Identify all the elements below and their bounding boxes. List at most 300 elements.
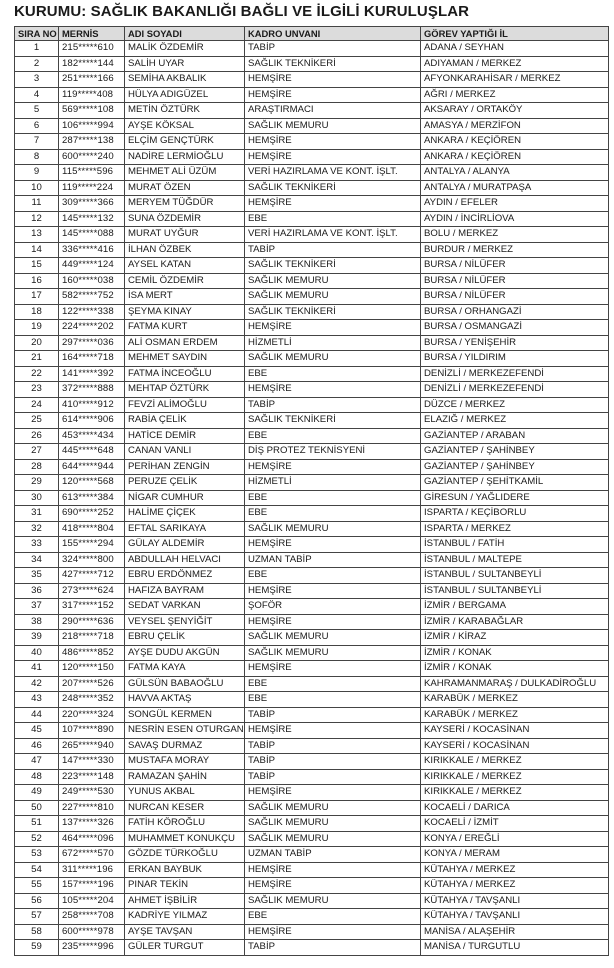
table-row xyxy=(15,847,609,863)
cell-kadro-unvani: VERİ HAZIRLAMA VE KONT. İŞLT. xyxy=(245,165,421,181)
cell-gorev-il: GAZİANTEP / ARABAN xyxy=(421,428,609,444)
cell-kadro-unvani: HEMŞİRE xyxy=(245,72,421,88)
cell-adi-soyadi: EFTAL SARIKAYA xyxy=(125,521,245,537)
cell-adi-soyadi: AHMET İŞBİLİR xyxy=(125,893,245,909)
cell-sira-no: 15 xyxy=(15,258,59,274)
cell-gorev-il: ADANA / SEYHAN xyxy=(421,41,609,57)
cell-gorev-il: ELAZIĞ / MERKEZ xyxy=(421,413,609,429)
cell-gorev-il: ANTALYA / ALANYA xyxy=(421,165,609,181)
cell-sira-no: 42 xyxy=(15,676,59,692)
cell-mernis: 120*****150 xyxy=(59,661,125,677)
cell-kadro-unvani: EBE xyxy=(245,506,421,522)
table-row xyxy=(15,397,609,413)
cell-sira-no: 33 xyxy=(15,537,59,553)
cell-gorev-il: İSTANBUL / SULTANBEYLİ xyxy=(421,568,609,584)
table-row xyxy=(15,304,609,320)
cell-sira-no: 21 xyxy=(15,351,59,367)
cell-adi-soyadi: CEMİL ÖZDEMİR xyxy=(125,273,245,289)
cell-gorev-il: KÜTAHYA / TAVŞANLI xyxy=(421,893,609,909)
cell-mernis: 248*****352 xyxy=(59,692,125,708)
cell-adi-soyadi: MEHMET ALİ ÜZÜM xyxy=(125,165,245,181)
col-header-gorev-il: GÖREV YAPTIĞI İL xyxy=(421,27,609,41)
cell-gorev-il: ANTALYA / MURATPAŞA xyxy=(421,180,609,196)
table-row xyxy=(15,692,609,708)
cell-kadro-unvani: HEMŞİRE xyxy=(245,537,421,553)
cell-mernis: 251*****166 xyxy=(59,72,125,88)
cell-mernis: 145*****088 xyxy=(59,227,125,243)
cell-gorev-il: KÜTAHYA / TAVŞANLI xyxy=(421,909,609,925)
cell-kadro-unvani: ARAŞTIRMACI xyxy=(245,103,421,119)
cell-kadro-unvani: EBE xyxy=(245,428,421,444)
cell-sira-no: 40 xyxy=(15,645,59,661)
table-row xyxy=(15,428,609,444)
cell-mernis: 220*****324 xyxy=(59,707,125,723)
table-row xyxy=(15,289,609,305)
cell-kadro-unvani: SAĞLIK TEKNİKERİ xyxy=(245,56,421,72)
table-row xyxy=(15,242,609,258)
cell-gorev-il: ADIYAMAN / MERKEZ xyxy=(421,56,609,72)
table-row xyxy=(15,754,609,770)
cell-sira-no: 18 xyxy=(15,304,59,320)
cell-mernis: 215*****610 xyxy=(59,41,125,57)
cell-mernis: 120*****568 xyxy=(59,475,125,491)
cell-sira-no: 50 xyxy=(15,800,59,816)
cell-mernis: 582*****752 xyxy=(59,289,125,305)
cell-mernis: 258*****708 xyxy=(59,909,125,925)
cell-adi-soyadi: METİN ÖZTÜRK xyxy=(125,103,245,119)
cell-mernis: 105*****204 xyxy=(59,893,125,909)
cell-mernis: 418*****804 xyxy=(59,521,125,537)
cell-mernis: 449*****124 xyxy=(59,258,125,274)
cell-sira-no: 12 xyxy=(15,211,59,227)
table-row xyxy=(15,723,609,739)
cell-sira-no: 39 xyxy=(15,630,59,646)
cell-kadro-unvani: SAĞLIK TEKNİKERİ xyxy=(245,258,421,274)
cell-sira-no: 51 xyxy=(15,816,59,832)
cell-adi-soyadi: NADİRE LERMİOĞLU xyxy=(125,149,245,165)
cell-adi-soyadi: MURAT ÖZEN xyxy=(125,180,245,196)
cell-gorev-il: AYDIN / EFELER xyxy=(421,196,609,212)
table-row xyxy=(15,165,609,181)
cell-sira-no: 36 xyxy=(15,583,59,599)
cell-mernis: 317*****152 xyxy=(59,599,125,615)
cell-adi-soyadi: MERYEM TÜĞDÜR xyxy=(125,196,245,212)
cell-gorev-il: KAYSERİ / KOCASİNAN xyxy=(421,738,609,754)
cell-sira-no: 7 xyxy=(15,134,59,150)
cell-gorev-il: ISPARTA / KEÇİBORLU xyxy=(421,506,609,522)
cell-kadro-unvani: HEMŞİRE xyxy=(245,382,421,398)
cell-sira-no: 11 xyxy=(15,196,59,212)
table-row xyxy=(15,320,609,336)
col-header-adi-soyadi: ADI SOYADI xyxy=(125,27,245,41)
cell-kadro-unvani: HEMŞİRE xyxy=(245,583,421,599)
table-row xyxy=(15,258,609,274)
cell-adi-soyadi: MUHAMMET KONUKÇU xyxy=(125,831,245,847)
cell-mernis: 324*****800 xyxy=(59,552,125,568)
cell-gorev-il: KIRIKKALE / MERKEZ xyxy=(421,754,609,770)
cell-mernis: 614*****906 xyxy=(59,413,125,429)
cell-gorev-il: AĞRI / MERKEZ xyxy=(421,87,609,103)
cell-sira-no: 46 xyxy=(15,738,59,754)
cell-adi-soyadi: ALİ OSMAN ERDEM xyxy=(125,335,245,351)
cell-gorev-il: BURSA / YENİŞEHİR xyxy=(421,335,609,351)
cell-adi-soyadi: MUSTAFA MORAY xyxy=(125,754,245,770)
cell-gorev-il: KAYSERİ / KOCASİNAN xyxy=(421,723,609,739)
cell-kadro-unvani: SAĞLIK MEMURU xyxy=(245,351,421,367)
cell-mernis: 569*****108 xyxy=(59,103,125,119)
cell-adi-soyadi: FATMA İNCEOĞLU xyxy=(125,366,245,382)
cell-sira-no: 35 xyxy=(15,568,59,584)
cell-mernis: 235*****996 xyxy=(59,940,125,956)
cell-kadro-unvani: SAĞLIK MEMURU xyxy=(245,816,421,832)
cell-adi-soyadi: VEYSEL ŞENYİĞİT xyxy=(125,614,245,630)
cell-gorev-il: KARABÜK / MERKEZ xyxy=(421,707,609,723)
cell-mernis: 122*****338 xyxy=(59,304,125,320)
cell-mernis: 672*****570 xyxy=(59,847,125,863)
table-row xyxy=(15,909,609,925)
cell-kadro-unvani: SAĞLIK MEMURU xyxy=(245,289,421,305)
table-row xyxy=(15,118,609,134)
table-row xyxy=(15,645,609,661)
cell-adi-soyadi: İSA MERT xyxy=(125,289,245,305)
cell-kadro-unvani: ŞOFÖR xyxy=(245,599,421,615)
table-row xyxy=(15,614,609,630)
cell-gorev-il: KÜTAHYA / MERKEZ xyxy=(421,878,609,894)
cell-adi-soyadi: GÜLSÜN BABAOĞLU xyxy=(125,676,245,692)
cell-adi-soyadi: EBRU ERDÖNMEZ xyxy=(125,568,245,584)
cell-mernis: 600*****978 xyxy=(59,924,125,940)
cell-mernis: 273*****624 xyxy=(59,583,125,599)
cell-adi-soyadi: YUNUS AKBAL xyxy=(125,785,245,801)
cell-gorev-il: ANKARA / KEÇİÖREN xyxy=(421,149,609,165)
cell-kadro-unvani: SAĞLIK MEMURU xyxy=(245,893,421,909)
cell-gorev-il: BOLU / MERKEZ xyxy=(421,227,609,243)
cell-gorev-il: DENİZLİ / MERKEZEFENDİ xyxy=(421,382,609,398)
cell-gorev-il: BURSA / ORHANGAZİ xyxy=(421,304,609,320)
cell-mernis: 410*****912 xyxy=(59,397,125,413)
cell-kadro-unvani: EBE xyxy=(245,211,421,227)
table-row xyxy=(15,676,609,692)
cell-sira-no: 53 xyxy=(15,847,59,863)
cell-sira-no: 30 xyxy=(15,490,59,506)
table-row xyxy=(15,196,609,212)
cell-adi-soyadi: KADRİYE YILMAZ xyxy=(125,909,245,925)
cell-sira-no: 24 xyxy=(15,397,59,413)
table-row xyxy=(15,506,609,522)
cell-sira-no: 47 xyxy=(15,754,59,770)
cell-sira-no: 19 xyxy=(15,320,59,336)
table-row xyxy=(15,583,609,599)
cell-mernis: 157*****196 xyxy=(59,878,125,894)
table-row xyxy=(15,940,609,956)
cell-sira-no: 22 xyxy=(15,366,59,382)
cell-kadro-unvani: TABİP xyxy=(245,738,421,754)
cell-adi-soyadi: AYŞE DUDU AKGÜN xyxy=(125,645,245,661)
cell-gorev-il: İZMİR / KONAK xyxy=(421,661,609,677)
cell-mernis: 223*****148 xyxy=(59,769,125,785)
cell-gorev-il: BURSA / NİLÜFER xyxy=(421,273,609,289)
table-row xyxy=(15,862,609,878)
table-row xyxy=(15,72,609,88)
cell-mernis: 287*****138 xyxy=(59,134,125,150)
cell-adi-soyadi: PINAR TEKİN xyxy=(125,878,245,894)
cell-gorev-il: KONYA / MERAM xyxy=(421,847,609,863)
table-row xyxy=(15,351,609,367)
table-row xyxy=(15,785,609,801)
cell-gorev-il: MANİSA / TURGUTLU xyxy=(421,940,609,956)
cell-gorev-il: KIRIKKALE / MERKEZ xyxy=(421,769,609,785)
cell-kadro-unvani: EBE xyxy=(245,490,421,506)
cell-kadro-unvani: EBE xyxy=(245,568,421,584)
cell-adi-soyadi: NİGAR CUMHUR xyxy=(125,490,245,506)
cell-kadro-unvani: HEMŞİRE xyxy=(245,878,421,894)
cell-mernis: 218*****718 xyxy=(59,630,125,646)
cell-kadro-unvani: EBE xyxy=(245,909,421,925)
cell-gorev-il: GAZİANTEP / ŞEHİTKAMİL xyxy=(421,475,609,491)
cell-sira-no: 48 xyxy=(15,769,59,785)
cell-sira-no: 59 xyxy=(15,940,59,956)
cell-kadro-unvani: TABİP xyxy=(245,242,421,258)
cell-kadro-unvani: SAĞLIK TEKNİKERİ xyxy=(245,304,421,320)
cell-gorev-il: GAZİANTEP / ŞAHİNBEY xyxy=(421,444,609,460)
cell-sira-no: 4 xyxy=(15,87,59,103)
cell-mernis: 106*****994 xyxy=(59,118,125,134)
cell-sira-no: 49 xyxy=(15,785,59,801)
cell-gorev-il: BURDUR / MERKEZ xyxy=(421,242,609,258)
cell-sira-no: 2 xyxy=(15,56,59,72)
cell-gorev-il: KÜTAHYA / MERKEZ xyxy=(421,862,609,878)
cell-adi-soyadi: SEMİHA AKBALIK xyxy=(125,72,245,88)
cell-gorev-il: ANKARA / KEÇİÖREN xyxy=(421,134,609,150)
cell-mernis: 265*****940 xyxy=(59,738,125,754)
table-row xyxy=(15,335,609,351)
cell-mernis: 224*****202 xyxy=(59,320,125,336)
cell-mernis: 147*****330 xyxy=(59,754,125,770)
cell-kadro-unvani: SAĞLIK MEMURU xyxy=(245,645,421,661)
cell-sira-no: 54 xyxy=(15,862,59,878)
cell-adi-soyadi: FEVZİ ALİMOĞLU xyxy=(125,397,245,413)
cell-gorev-il: İSTANBUL / MALTEPE xyxy=(421,552,609,568)
table-row xyxy=(15,568,609,584)
cell-adi-soyadi: İLHAN ÖZBEK xyxy=(125,242,245,258)
cell-sira-no: 34 xyxy=(15,552,59,568)
cell-sira-no: 14 xyxy=(15,242,59,258)
table-row xyxy=(15,816,609,832)
cell-adi-soyadi: ELÇİM GENÇTÜRK xyxy=(125,134,245,150)
cell-kadro-unvani: EBE xyxy=(245,692,421,708)
cell-kadro-unvani: HEMŞİRE xyxy=(245,661,421,677)
cell-kadro-unvani: HEMŞİRE xyxy=(245,785,421,801)
cell-mernis: 644*****944 xyxy=(59,459,125,475)
cell-gorev-il: BURSA / YILDIRIM xyxy=(421,351,609,367)
cell-mernis: 464*****096 xyxy=(59,831,125,847)
cell-kadro-unvani: VERİ HAZIRLAMA VE KONT. İŞLT. xyxy=(245,227,421,243)
cell-mernis: 600*****240 xyxy=(59,149,125,165)
cell-mernis: 445*****648 xyxy=(59,444,125,460)
cell-adi-soyadi: ABDULLAH HELVACI xyxy=(125,552,245,568)
cell-gorev-il: KAHRAMANMARAŞ / DULKADİROĞLU xyxy=(421,676,609,692)
table-row xyxy=(15,444,609,460)
cell-mernis: 145*****132 xyxy=(59,211,125,227)
cell-gorev-il: BURSA / NİLÜFER xyxy=(421,258,609,274)
cell-kadro-unvani: HEMŞİRE xyxy=(245,87,421,103)
cell-sira-no: 29 xyxy=(15,475,59,491)
table-row xyxy=(15,831,609,847)
table-row xyxy=(15,382,609,398)
cell-adi-soyadi: SAVAŞ DURMAZ xyxy=(125,738,245,754)
cell-adi-soyadi: FATMA KURT xyxy=(125,320,245,336)
table-row xyxy=(15,893,609,909)
cell-sira-no: 5 xyxy=(15,103,59,119)
cell-kadro-unvani: HEMŞİRE xyxy=(245,196,421,212)
cell-sira-no: 41 xyxy=(15,661,59,677)
cell-kadro-unvani: HEMŞİRE xyxy=(245,459,421,475)
cell-sira-no: 9 xyxy=(15,165,59,181)
table-row xyxy=(15,924,609,940)
table-row xyxy=(15,878,609,894)
cell-gorev-il: KONYA / EREĞLİ xyxy=(421,831,609,847)
cell-adi-soyadi: RAMAZAN ŞAHİN xyxy=(125,769,245,785)
cell-kadro-unvani: EBE xyxy=(245,676,421,692)
table-row xyxy=(15,800,609,816)
cell-gorev-il: AKSARAY / ORTAKÖY xyxy=(421,103,609,119)
cell-sira-no: 8 xyxy=(15,149,59,165)
cell-gorev-il: MANİSA / ALAŞEHİR xyxy=(421,924,609,940)
cell-kadro-unvani: SAĞLIK MEMURU xyxy=(245,831,421,847)
cell-adi-soyadi: HÜLYA ADIGÜZEL xyxy=(125,87,245,103)
cell-kadro-unvani: SAĞLIK MEMURU xyxy=(245,800,421,816)
cell-adi-soyadi: GÜLAY ALDEMİR xyxy=(125,537,245,553)
cell-sira-no: 26 xyxy=(15,428,59,444)
cell-mernis: 207*****526 xyxy=(59,676,125,692)
table-row xyxy=(15,599,609,615)
cell-mernis: 336*****416 xyxy=(59,242,125,258)
cell-sira-no: 10 xyxy=(15,180,59,196)
cell-gorev-il: BURSA / OSMANGAZİ xyxy=(421,320,609,336)
cell-kadro-unvani: SAĞLIK TEKNİKERİ xyxy=(245,413,421,429)
cell-adi-soyadi: HATİCE DEMİR xyxy=(125,428,245,444)
table-row xyxy=(15,366,609,382)
cell-kadro-unvani: EBE xyxy=(245,366,421,382)
cell-sira-no: 16 xyxy=(15,273,59,289)
cell-sira-no: 13 xyxy=(15,227,59,243)
cell-sira-no: 17 xyxy=(15,289,59,305)
cell-gorev-il: AFYONKARAHİSAR / MERKEZ xyxy=(421,72,609,88)
cell-adi-soyadi: HAFIZA BAYRAM xyxy=(125,583,245,599)
cell-kadro-unvani: UZMAN TABİP xyxy=(245,847,421,863)
cell-sira-no: 23 xyxy=(15,382,59,398)
table-row xyxy=(15,134,609,150)
cell-adi-soyadi: AYŞE KÖKSAL xyxy=(125,118,245,134)
cell-kadro-unvani: SAĞLIK MEMURU xyxy=(245,521,421,537)
table-body xyxy=(15,41,609,956)
cell-kadro-unvani: HEMŞİRE xyxy=(245,614,421,630)
cell-sira-no: 27 xyxy=(15,444,59,460)
cell-gorev-il: İZMİR / KONAK xyxy=(421,645,609,661)
cell-mernis: 107*****890 xyxy=(59,723,125,739)
cell-mernis: 453*****434 xyxy=(59,428,125,444)
cell-sira-no: 28 xyxy=(15,459,59,475)
cell-kadro-unvani: HEMŞİRE xyxy=(245,134,421,150)
cell-kadro-unvani: HİZMETLİ xyxy=(245,475,421,491)
cell-adi-soyadi: FATMA KAYA xyxy=(125,661,245,677)
cell-mernis: 182*****144 xyxy=(59,56,125,72)
cell-gorev-il: İSTANBUL / FATİH xyxy=(421,537,609,553)
cell-adi-soyadi: MEHTAP ÖZTÜRK xyxy=(125,382,245,398)
cell-adi-soyadi: ERKAN BAYBUK xyxy=(125,862,245,878)
cell-gorev-il: GİRESUN / YAĞLIDERE xyxy=(421,490,609,506)
table-row xyxy=(15,41,609,57)
cell-gorev-il: AMASYA / MERZİFON xyxy=(421,118,609,134)
cell-mernis: 164*****718 xyxy=(59,351,125,367)
cell-adi-soyadi: GÖZDE TÜRKOĞLU xyxy=(125,847,245,863)
cell-sira-no: 1 xyxy=(15,41,59,57)
cell-adi-soyadi: MALİK ÖZDEMİR xyxy=(125,41,245,57)
page-title: KURUMU: SAĞLIK BAKANLIĞI BAĞLI VE İLGİLİ KURULUŞLAR xyxy=(14,3,470,20)
cell-kadro-unvani: HEMŞİRE xyxy=(245,149,421,165)
cell-mernis: 297*****036 xyxy=(59,335,125,351)
cell-adi-soyadi: HALİME ÇİÇEK xyxy=(125,506,245,522)
cell-adi-soyadi: SALİH UYAR xyxy=(125,56,245,72)
cell-adi-soyadi: AYŞE TAVŞAN xyxy=(125,924,245,940)
table-row xyxy=(15,521,609,537)
cell-gorev-il: DÜZCE / MERKEZ xyxy=(421,397,609,413)
table-row xyxy=(15,149,609,165)
table-row xyxy=(15,661,609,677)
cell-sira-no: 58 xyxy=(15,924,59,940)
table-row xyxy=(15,87,609,103)
table-header-row xyxy=(15,27,609,41)
table-row xyxy=(15,630,609,646)
cell-kadro-unvani: TABİP xyxy=(245,769,421,785)
cell-gorev-il: İZMİR / BERGAMA xyxy=(421,599,609,615)
cell-mernis: 115*****596 xyxy=(59,165,125,181)
cell-kadro-unvani: DİŞ PROTEZ TEKNİSYENİ xyxy=(245,444,421,460)
cell-kadro-unvani: SAĞLIK MEMURU xyxy=(245,118,421,134)
cell-kadro-unvani: TABİP xyxy=(245,397,421,413)
table-row xyxy=(15,537,609,553)
table-row xyxy=(15,475,609,491)
cell-mernis: 141*****392 xyxy=(59,366,125,382)
cell-mernis: 119*****408 xyxy=(59,87,125,103)
cell-gorev-il: İZMİR / KARABAĞLAR xyxy=(421,614,609,630)
cell-gorev-il: KOCAELİ / İZMİT xyxy=(421,816,609,832)
cell-mernis: 486*****852 xyxy=(59,645,125,661)
table-row xyxy=(15,552,609,568)
cell-sira-no: 44 xyxy=(15,707,59,723)
table-row xyxy=(15,413,609,429)
col-header-sira-no: SIRA NO xyxy=(15,27,59,41)
cell-adi-soyadi: FATİH KÖROĞLU xyxy=(125,816,245,832)
cell-mernis: 309*****366 xyxy=(59,196,125,212)
cell-kadro-unvani: SAĞLIK TEKNİKERİ xyxy=(245,180,421,196)
cell-mernis: 690*****252 xyxy=(59,506,125,522)
cell-adi-soyadi: EBRU ÇELİK xyxy=(125,630,245,646)
cell-adi-soyadi: SUNA ÖZDEMİR xyxy=(125,211,245,227)
cell-mernis: 160*****038 xyxy=(59,273,125,289)
cell-gorev-il: AYDIN / İNCİRLİOVA xyxy=(421,211,609,227)
table-row xyxy=(15,490,609,506)
cell-sira-no: 25 xyxy=(15,413,59,429)
cell-gorev-il: KIRIKKALE / MERKEZ xyxy=(421,785,609,801)
table-row xyxy=(15,180,609,196)
cell-sira-no: 32 xyxy=(15,521,59,537)
cell-sira-no: 6 xyxy=(15,118,59,134)
cell-sira-no: 45 xyxy=(15,723,59,739)
cell-sira-no: 20 xyxy=(15,335,59,351)
cell-adi-soyadi: GÜLER TURGUT xyxy=(125,940,245,956)
table-row xyxy=(15,227,609,243)
